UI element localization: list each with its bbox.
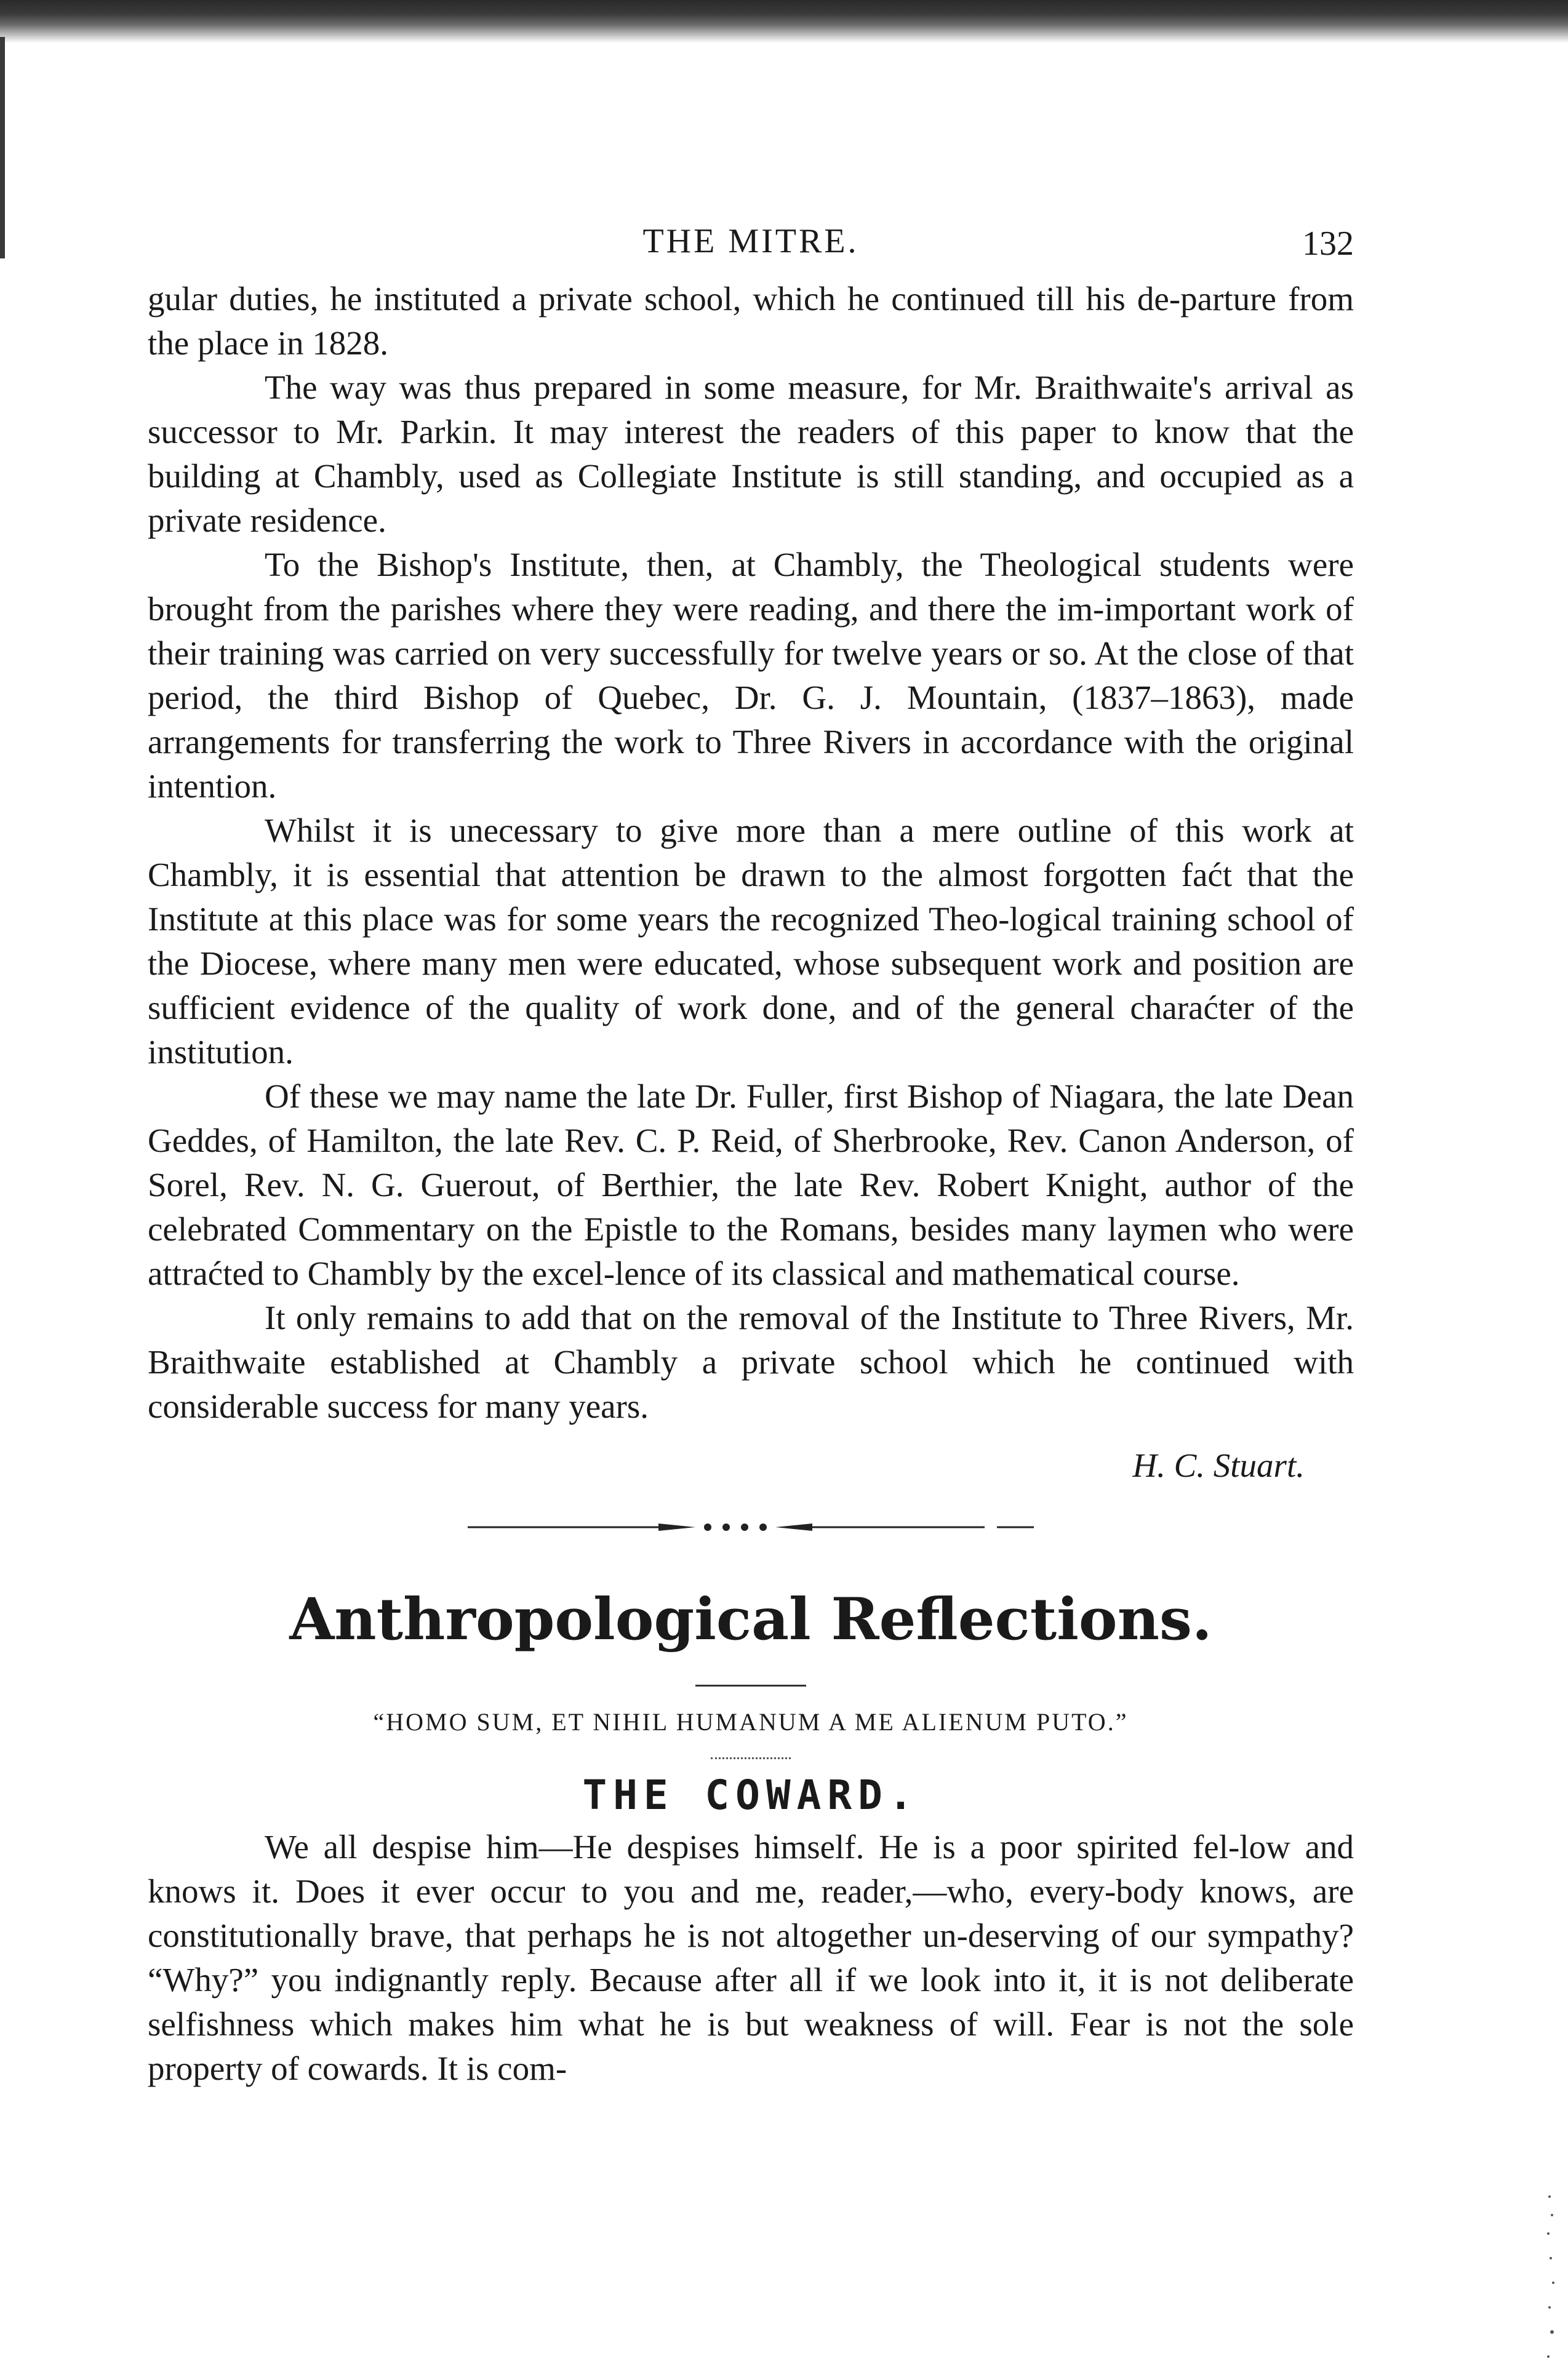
epigraph-rule bbox=[711, 1757, 791, 1759]
page-content bbox=[148, 222, 1354, 2091]
paragraph-4: Whilst it is unecessary to give more than a mere outline of this work at Chambly, it is essential that attention be drawn to the almost forgotten faćt that the Institute at this place was for some years the recognized Theo-logical training school of the Diocese, where many men were educated, whose subsequent work and position are sufficient evidence of the quality of work done, and of the general charaćter of the institution. bbox=[148, 812, 1354, 1071]
article-title: Anthropological Reflections. bbox=[289, 1586, 1212, 1653]
section-divider-ornament bbox=[455, 1515, 1046, 1539]
paragraph-3: To the Bishop's Institute, then, at Chambly, the Theological students were brought from the parishes where they were reading, and there the im-important work of their training was carried on very successfully for twelve years or so. At the close of that period, the third Bishop of Quebec, Dr. G. J. Mountain, (1837–1863), made arrangements for transferring the work to Three Rivers in accordance with the original intention. bbox=[148, 546, 1354, 805]
divider-ornament-icon bbox=[455, 1515, 1046, 1539]
paragraph-1: gular duties, he instituted a private school, which he continued till his de-parture from the place in 1828. bbox=[148, 280, 1354, 362]
running-head bbox=[148, 222, 1354, 277]
section-title: THE COWARD. bbox=[582, 1771, 919, 1819]
title-rule bbox=[695, 1685, 806, 1687]
paragraph-2: The way was thus prepared in some measure, for Mr. Braithwaite's arrival as successor to Mr. Parkin. It may interest the readers of this paper to know that the building at Chambly, used as Collegiate Institute is still standing, and occupied as a private residence. bbox=[148, 369, 1354, 539]
author-signature: H. C. Stuart. bbox=[1132, 1447, 1305, 1484]
article-coward bbox=[148, 1825, 1354, 2091]
article-stuart bbox=[148, 277, 1354, 1429]
coward-paragraph-1: We all despise him—He despises himself. He is a poor spirited fel-low and knows it. Does it ever occur to you and me, reader,—who, every-body knows, are constitutionally brave, that perhaps he is not altogether un-deserving of our sympathy? “Why?” you indignantly reply. Because after all if we look into it, it is not deliberate selfishness which makes him what he is but weakness of will. Fear is not the sole property of cowards. It is com- bbox=[148, 1828, 1354, 2087]
scan-top-edge bbox=[0, 0, 1568, 43]
epigraph: “HOMO SUM, ET NIHIL HUMANUM A ME ALIENUM PUTO.” bbox=[373, 1708, 1129, 1736]
paragraph-5: Of these we may name the late Dr. Fuller, first Bishop of Niagara, the late Dean Geddes, of Hamilton, the late Rev. C. P. Reid, of Sherbrooke, Rev. Canon Anderson, of Sorel, Rev. N. G. Guerout, of Berthier, the late Rev. Robert Knight, author of the celebrated Commentary on the Epistle to the Romans, besides many laymen who were attraćted to Chambly by the excel-lence of its classical and mathematical course. bbox=[148, 1077, 1354, 1292]
scan-margin-specks bbox=[1541, 2190, 1559, 2375]
paragraph-6: It only remains to add that on the removal of the Institute to Three Rivers, Mr. Braithwaite established at Chambly a private school which he continued with considerable success for many years. bbox=[148, 1299, 1354, 1425]
page-number: 132 bbox=[1302, 225, 1354, 263]
scan-left-edge bbox=[0, 37, 5, 258]
running-title: THE MITRE. bbox=[642, 222, 859, 260]
